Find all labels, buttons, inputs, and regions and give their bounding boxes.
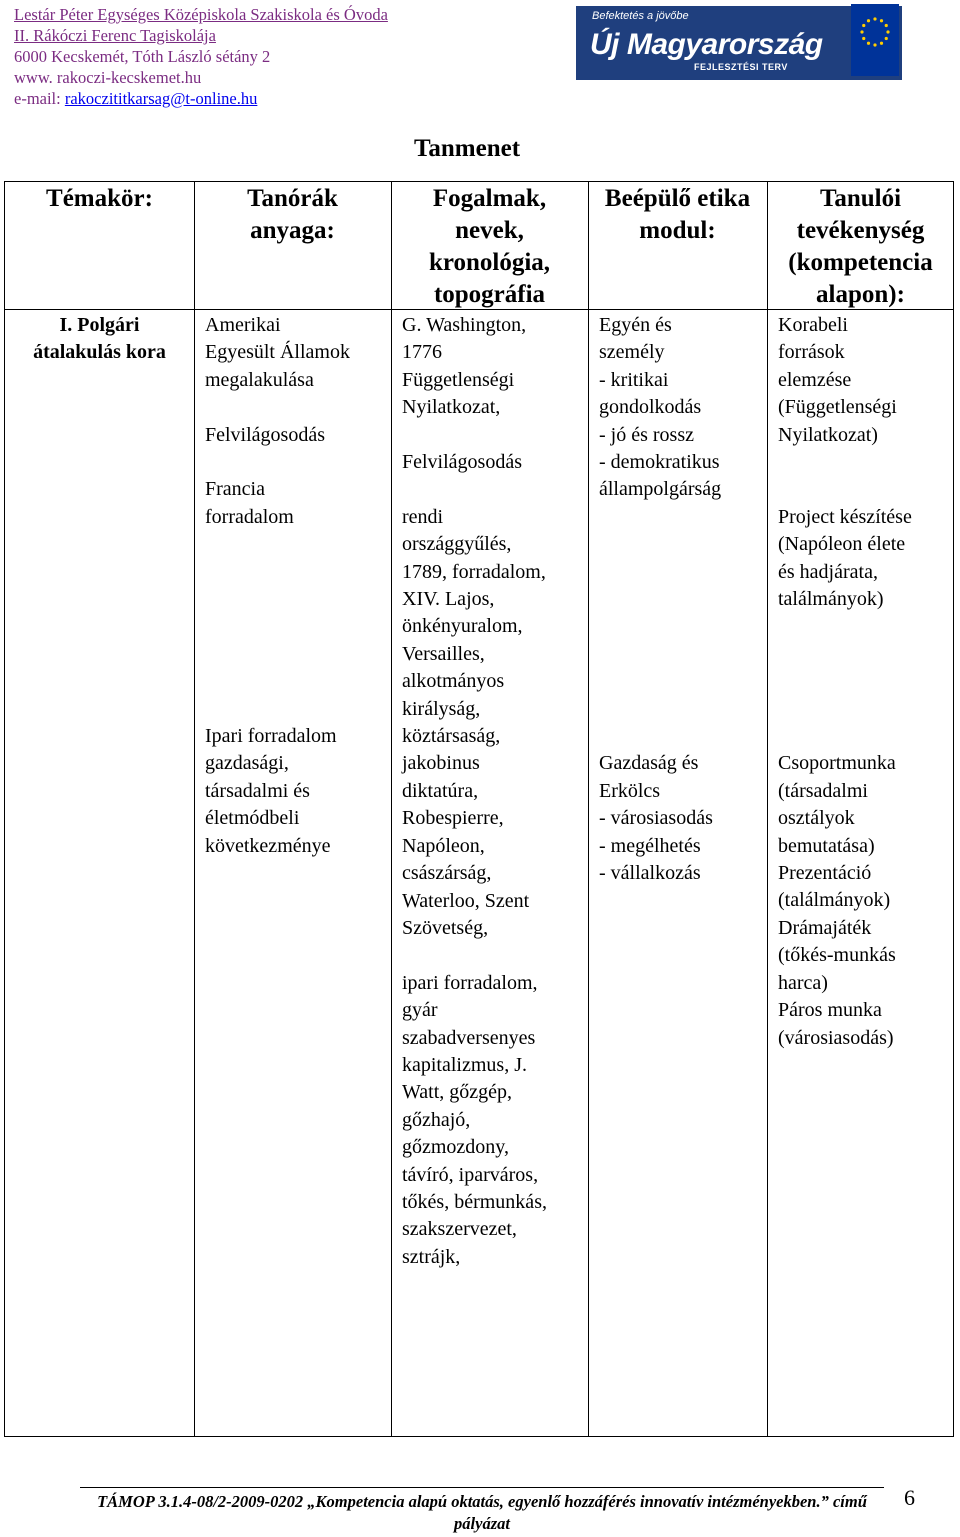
email-link[interactable]: rakoczititkarsag@t-online.hu — [64, 89, 258, 108]
school-website: www. rakoczi-kecskemet.hu — [14, 68, 202, 87]
col-tanuloi — [778, 312, 956, 1052]
logo-subtitle: FEJLESZTÉSI TERV — [694, 62, 788, 72]
school-header — [14, 4, 574, 109]
header-tanorak: Tanórák anyaga: — [247, 185, 338, 244]
header-temakor: Témakör: — [46, 185, 153, 212]
lesson-item: Francia forradalom — [205, 478, 294, 528]
eu-flag-icon — [851, 4, 899, 76]
concept-item: G. Washington, 1776 Függetlenségi Nyilatkozat, — [402, 314, 527, 419]
activity-item: Project készítése (Napóleon élete és hadjárata, találmányok) — [778, 505, 912, 611]
school-address: 6000 Kecskemét, Tóth László sétány 2 — [14, 47, 271, 66]
header-fogalmak: Fogalmak, nevek, kronológia, topográfia — [428, 185, 551, 308]
logo-brand: Új Magyarország — [590, 28, 823, 61]
concept-item: rendi országgyűlés, 1789, forradalom, XIV. Lajos, önkényuralom, Versailles, alkotmányos királyság, köztársaság, jakobinus diktatúra, Robespierre, Napóleon, császárság, Waterloo, Szent Szövetség, — [402, 505, 546, 939]
lesson-item: Felvilágosodás — [205, 423, 325, 446]
col-tanorak — [205, 312, 385, 860]
school-name: Lestár Péter Egységes Középiskola Szakiskola és Óvoda — [14, 5, 388, 24]
concept-item: ipari forradalom, gyár szabadversenyes kapitalizmus, J. Watt, gőzgép, gőzhajó, gőzmozdony, távíró, iparváros, tőkés, bérmunkás, szakszervezet, sztrájk, — [402, 971, 547, 1268]
lesson-item: Amerikai Egyesült Államok megalakulása — [205, 314, 350, 391]
col-temakor — [5, 312, 194, 367]
logo-slogan: Befektetés a jövőbe — [592, 10, 689, 22]
page-number: 6 — [904, 1485, 915, 1510]
email-prefix: e-mail: — [14, 89, 65, 108]
footer-text: TÁMOP 3.1.4-08/2-2009-0202 „Kompetencia alapú oktatás, egyenlő hozzáférés innovatív intézményekben.” című pályázat — [97, 1492, 867, 1533]
ethics-item: Gazdaság és Erkölcs - városiasodás - megélhetés - vállalkozás — [599, 752, 713, 885]
header-tanuloi: Tanulói tevékenység (kompetencia alapon): — [788, 185, 933, 308]
topic-cell: I. Polgári átalakulás kora — [33, 314, 166, 364]
footer-rule — [80, 1487, 884, 1488]
ethics-item: Egyén és személy - kritikai gondolkodás - jó és rossz - demokratikus állampolgárság — [599, 314, 722, 501]
header-etika: Beépülő etika modul: — [604, 185, 751, 244]
activity-item: Csoportmunka (társadalmi osztályok bemutatása) Prezentáció (találmányok) Drámajáték (tőkés-munkás harca) Páros munka (városiasodás) — [778, 752, 896, 1049]
page-title: Tanmenet — [413, 135, 521, 162]
activity-item: Korabeli források elemzése (Függetlenségi Nyilatkozat) — [778, 314, 897, 446]
school-branch: II. Rákóczi Ferenc Tagiskolája — [14, 26, 216, 45]
school-email-line — [14, 88, 574, 109]
lesson-item: Ipari forradalom gazdasági, társadalmi és életmódbeli következménye — [205, 725, 337, 857]
col-fogalmak — [402, 312, 584, 1271]
concept-item: Felvilágosodás — [402, 451, 522, 474]
col-etika — [599, 312, 761, 887]
